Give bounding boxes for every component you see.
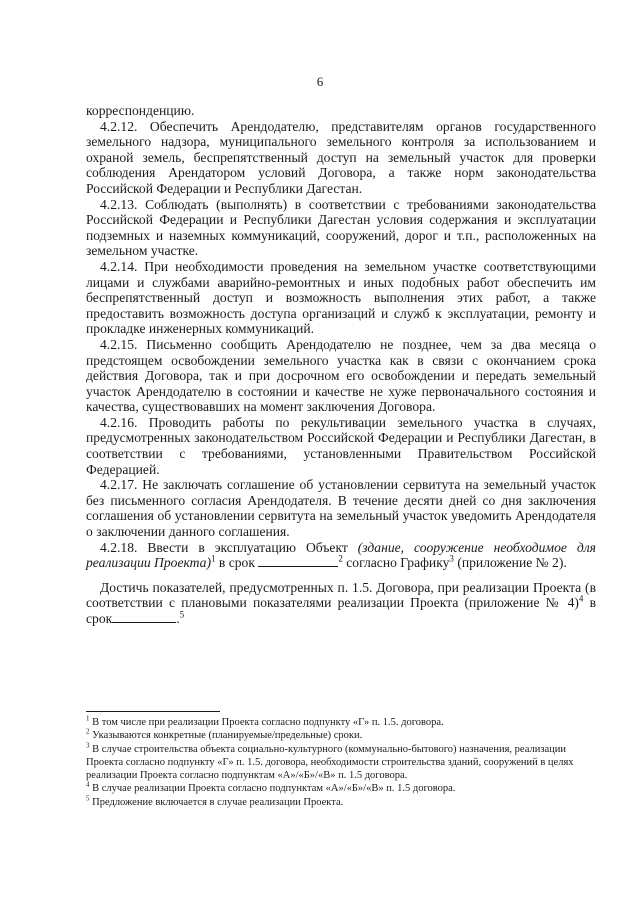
clause-4-2-18-appendix: (приложение № 2).	[453, 555, 567, 571]
footnote-mark: 1	[86, 714, 90, 723]
footnote-mark: 3	[86, 741, 90, 750]
footnote-ref-2: 2	[338, 553, 343, 564]
footnote-ref-5: 5	[179, 609, 185, 620]
footnote-mark: 5	[86, 794, 90, 803]
footnote-ref-1: 1	[211, 553, 216, 564]
indicators-term: в срок	[86, 595, 596, 626]
footnote-text: Указываются конкретные (планируемые/предельные) сроки.	[89, 730, 363, 742]
footnote-4	[86, 782, 596, 795]
clause-4-2-12: 4.2.12. Обеспечить Арендодателю, представителям органов государственного земельного надзора, муниципального земельного контроля за использованием и охраной земель, беспрепятственный доступ на земельный участок для проверки соблюдения Арендатором условий Договора, а также норм законодательства Российской Федерации и Республики Дагестан.	[86, 118, 596, 196]
clause-4-2-16: 4.2.16. Проводить работы по рекультивации земельного участка в случаях, предусмотренных законодательством Российской Федерации и Республики Дагестан, в соответствии с требованиями, установленными Правительством Российской Федерацией.	[86, 414, 596, 477]
paragraph-gap	[86, 571, 596, 580]
footnote-mark: 4	[86, 780, 90, 789]
footnote-mark: 2	[86, 727, 90, 736]
clause-4-2-18-schedule: согласно Графику	[342, 555, 450, 571]
term-blank-line	[258, 555, 338, 567]
indicators-text: Достичь показателей, предусмотренных п. 1.5. Договора, при реализации Проекта (в соответствии с плановыми показателями реализации Проекта (приложение № 4)	[86, 579, 596, 611]
clause-4-2-18-italic: (здание, сооружение необходимое для реализации Проекта)	[86, 539, 596, 571]
clause-4-2-18-term: в срок	[215, 555, 259, 571]
indicators-period: .	[176, 611, 180, 626]
footnote-5	[86, 796, 596, 809]
clause-4-2-17: 4.2.17. Не заключать соглашение об установлении сервитута на земельный участок без письменного согласия Арендодателя. В течение десяти дней со дня заключения соглашения об установлении сервитута на земельный участок уведомить Арендодателя о заключении данного соглашения.	[86, 477, 596, 540]
clause-indicators	[86, 580, 596, 627]
paragraph-continuation: корреспонденцию.	[86, 103, 195, 118]
document-body	[86, 103, 596, 627]
page-number: 6	[316, 74, 324, 89]
footnote-divider	[86, 711, 220, 712]
footnote-text: Предложение включается в случае реализации Проекта.	[89, 796, 344, 808]
clause-4-2-15: 4.2.15. Письменно сообщить Арендодателю не позднее, чем за два месяца о предстоящем освобождении земельного участка как в связи с окончанием срока действия Договора, так и при досрочном его освобождении и передать земельный участок Арендодателю в состоянии и качестве не хуже первоначального состояния и качества, существовавших на момент заключения Договора.	[86, 336, 596, 415]
footnote-text: В случае строительства объекта социально-культурного (коммунально-бытового) назначения, реализации Проекта согласно подпункту «Г» п. 1.5. договора, необходимости строительства зданий, сооружений в целях реализации Проекта согласно подпунктам «А»/«Б»/«В» п. 1.5 договора.	[86, 743, 574, 782]
footnotes	[86, 716, 596, 809]
clause-4-2-18-text: 4.2.18. Ввести в эксплуатацию Объект	[100, 539, 358, 555]
footnote-1	[86, 716, 596, 729]
clause-4-2-14: 4.2.14. При необходимости проведения на земельном участке соответствующими лицами и службами аварийно-ремонтных и иных подобных работ обеспечить им беспрепятственный доступ и возможность выполнения этих работ, а также предоставить возможность доступа организаций и служб к эксплуатации, ремонту и прокладке инженерных коммуникаций.	[86, 258, 596, 337]
footnote-ref-4: 4	[578, 593, 584, 604]
footnote-2	[86, 729, 596, 742]
indicators-blank-line	[112, 611, 176, 623]
footnote-text: В случае реализации Проекта согласно подпунктам «А»/«Б»/«В» п. 1.5 договора.	[89, 783, 456, 795]
footnote-text: В том числе при реализации Проекта согласно подпункту «Г» п. 1.5. договора.	[89, 717, 444, 728]
footnote-3	[86, 743, 596, 783]
footnote-ref-3: 3	[449, 553, 454, 564]
clause-4-2-13: 4.2.13. Соблюдать (выполнять) в соответствии с требованиями законодательства Российской Федерации и Республики Дагестан условия содержания и эксплуатации подземных и наземных коммуникаций, сооружений, дорог и т.п., расположенных на земельном участке.	[86, 196, 596, 259]
clause-4-2-18	[86, 540, 596, 571]
